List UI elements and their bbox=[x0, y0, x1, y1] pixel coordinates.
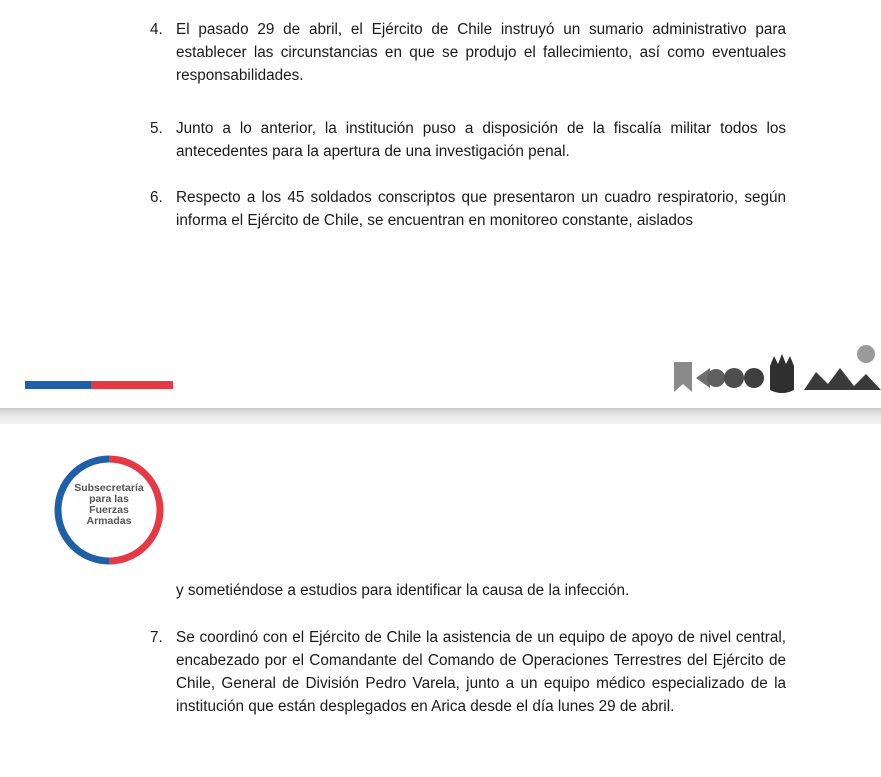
list-item-text: Junto a lo anterior, la institución puso a disposición de la fiscalía militar todos los antecedentes para la apertura de una investigación penal. bbox=[176, 120, 786, 160]
gobierno-logo-icon bbox=[670, 342, 881, 398]
list-item-number: 6. bbox=[150, 189, 163, 206]
list-item-number: 5. bbox=[150, 120, 163, 137]
list-item-6 bbox=[150, 186, 786, 232]
flag-bar-blue bbox=[25, 381, 91, 389]
page-separator bbox=[0, 408, 881, 424]
list-item-5 bbox=[150, 117, 786, 163]
flag-bar-red bbox=[91, 381, 173, 389]
list-item-number: 7. bbox=[150, 629, 163, 646]
list-item-4 bbox=[150, 18, 786, 87]
seal-line-3: Fuerzas bbox=[89, 504, 129, 516]
flag-color-bar bbox=[25, 381, 173, 389]
seal-label bbox=[54, 483, 164, 527]
seal-line-2: para las bbox=[89, 493, 129, 505]
list-item-7 bbox=[150, 626, 786, 718]
paragraph-continuation: y sometiéndose a estudios para identificar la causa de la infección. bbox=[176, 582, 630, 599]
list-item-text: Respecto a los 45 soldados conscriptos que presentaron un cuadro respiratorio, según informa el Ejército de Chile, se encuentran en monitoreo constante, aislados bbox=[176, 189, 786, 229]
seal-line-1: Subsecretaría bbox=[74, 482, 144, 494]
list-item-number: 4. bbox=[150, 21, 163, 38]
list-item-text: Se coordinó con el Ejército de Chile la asistencia de un equipo de apoyo de nivel central, encabezado por el Comandante del Comando de Operaciones Terrestres del Ejército de Chile, General de División Pedro Varela, junto a un equipo médico especializado de la institución que están desplegados en Arica desde el día lunes 29 de abril. bbox=[176, 629, 786, 715]
list-item-text: El pasado 29 de abril, el Ejército de Chile instruyó un sumario administrativo para establecer las circunstancias en que se produjo el fallecimiento, así como eventuales responsabilidades. bbox=[176, 21, 786, 84]
seal-line-4: Armadas bbox=[86, 515, 132, 527]
